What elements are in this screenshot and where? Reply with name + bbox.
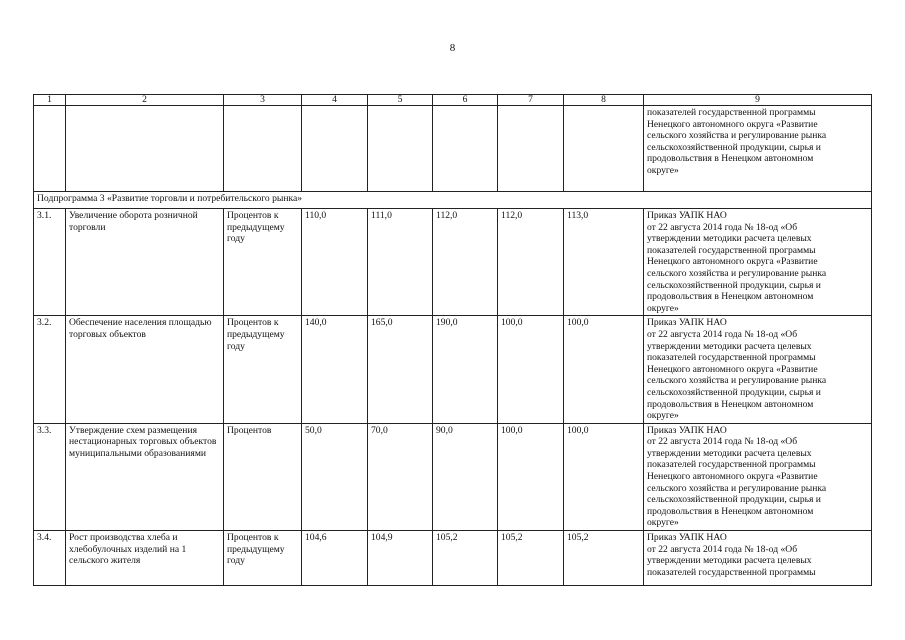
unit: Процентов к предыдущему году xyxy=(224,531,302,586)
value-cell: 105,2 xyxy=(564,531,644,586)
column-header: 2 xyxy=(66,95,224,106)
value-cell: 90,0 xyxy=(433,423,498,530)
column-header: 1 xyxy=(34,95,66,106)
basis-cell: Приказ УАПК НАО от 22 августа 2014 года № 18-од «Об утверждении методики расчета целевых показателей государственной программы xyxy=(644,531,872,586)
basis-cell: Приказ УАПК НАО от 22 августа 2014 года № 18-од «Об утверждении методики расчета целевых показателей государственной программы Ненецкого автономного округа «Развитие сельского хозяйства и регулирование рынка сельскохозяйственной продукции, сырья и продовольствия в Ненецком автономном округе» xyxy=(644,209,872,316)
value-cell: 100,0 xyxy=(498,423,564,530)
value-cell: 112,0 xyxy=(433,209,498,316)
row-id: 3.1. xyxy=(34,209,66,316)
indicators-table xyxy=(33,94,872,586)
unit: Процентов к предыдущему году xyxy=(224,209,302,316)
basis-cell: Приказ УАПК НАО от 22 августа 2014 года № 18-од «Об утверждении методики расчета целевых показателей государственной программы Ненецкого автономного округа «Развитие сельского хозяйства и регулирование рынка сельскохозяйственной продукции, сырья и продовольствия в Ненецком автономном округе» xyxy=(644,423,872,530)
value-cell: 190,0 xyxy=(433,316,498,423)
value-cell: 140,0 xyxy=(302,316,368,423)
table-row xyxy=(34,209,872,316)
indicator-name: Рост производства хлеба и хлебобулочных изделий на 1 сельского жителя xyxy=(66,531,224,586)
value-cell: 105,2 xyxy=(498,531,564,586)
subprogram-row xyxy=(34,192,872,209)
value-cell: 104,9 xyxy=(368,531,433,586)
row-id: 3.2. xyxy=(34,316,66,423)
unit: Процентов xyxy=(224,423,302,530)
column-header: 6 xyxy=(433,95,498,106)
continuation-row xyxy=(34,106,872,192)
column-header-row xyxy=(34,95,872,106)
column-header: 7 xyxy=(498,95,564,106)
column-header: 5 xyxy=(368,95,433,106)
value-cell: 100,0 xyxy=(564,316,644,423)
indicator-name: Утверждение схем размещения нестационарных торговых объектов муниципальными образованиями xyxy=(66,423,224,530)
value-cell: 50,0 xyxy=(302,423,368,530)
value-cell: 104,6 xyxy=(302,531,368,586)
table-row xyxy=(34,316,872,423)
column-header: 3 xyxy=(224,95,302,106)
basis-cell: показателей государственной программы Ненецкого автономного округа «Развитие сельского хозяйства и регулирование рынка сельскохозяйственной продукции, сырья и продовольствия в Ненецком автономном округе» xyxy=(644,106,872,192)
column-header: 8 xyxy=(564,95,644,106)
unit: Процентов к предыдущему году xyxy=(224,316,302,423)
row-id: 3.4. xyxy=(34,531,66,586)
value-cell: 100,0 xyxy=(564,423,644,530)
indicator-name: Увеличение оборота розничной торговли xyxy=(66,209,224,316)
value-cell: 70,0 xyxy=(368,423,433,530)
value-cell: 112,0 xyxy=(498,209,564,316)
row-id: 3.3. xyxy=(34,423,66,530)
indicator-name: Обеспечение населения площадью торговых объектов xyxy=(66,316,224,423)
column-header: 9 xyxy=(644,95,872,106)
value-cell: 165,0 xyxy=(368,316,433,423)
page-number: 8 xyxy=(449,42,456,54)
subprogram-title: Подпрограмма 3 «Развитие торговли и потребительского рынка» xyxy=(34,192,872,209)
value-cell: 113,0 xyxy=(564,209,644,316)
table-row xyxy=(34,531,872,586)
basis-cell: Приказ УАПК НАО от 22 августа 2014 года № 18-од «Об утверждении методики расчета целевых показателей государственной программы Ненецкого автономного округа «Развитие сельского хозяйства и регулирование рынка сельскохозяйственной продукции, сырья и продовольствия в Ненецком автономном округе» xyxy=(644,316,872,423)
column-header: 4 xyxy=(302,95,368,106)
table-row xyxy=(34,423,872,530)
value-cell: 100,0 xyxy=(498,316,564,423)
value-cell: 111,0 xyxy=(368,209,433,316)
value-cell: 105,2 xyxy=(433,531,498,586)
value-cell: 110,0 xyxy=(302,209,368,316)
